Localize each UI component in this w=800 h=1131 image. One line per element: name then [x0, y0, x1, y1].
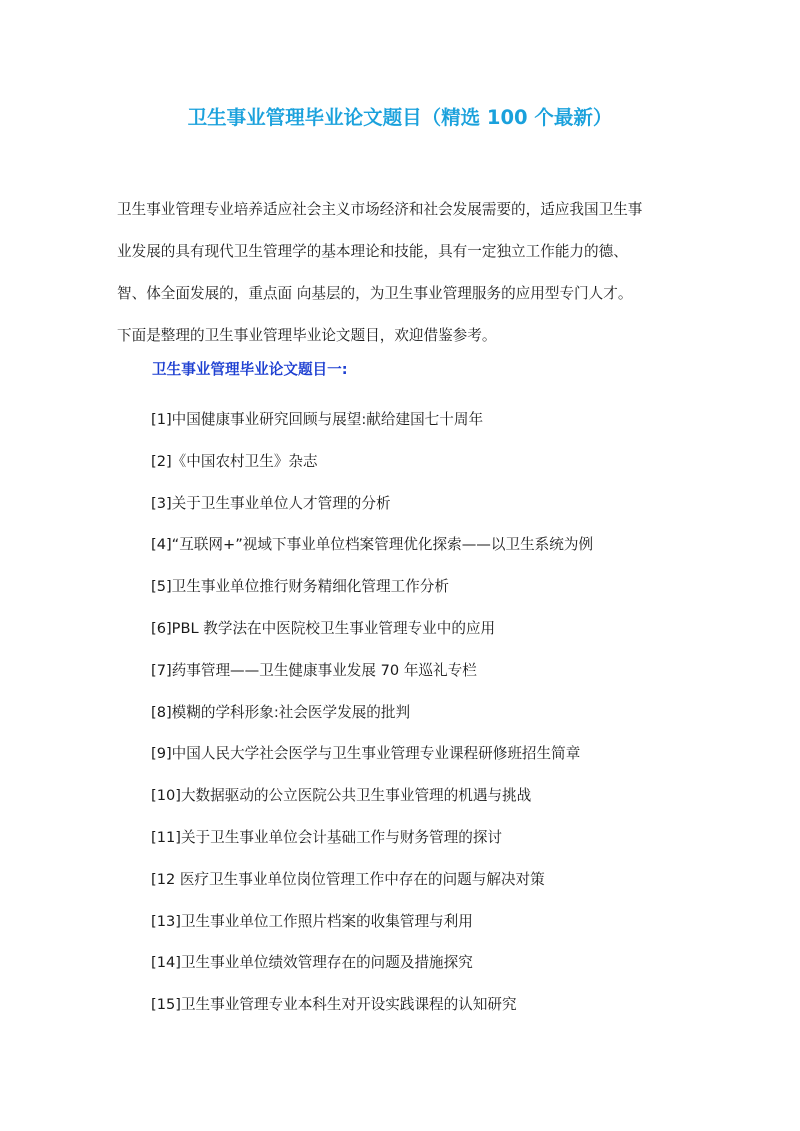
- reference-item: [12 医疗卫生事业单位岗位管理工作中存在的问题与解决对策: [151, 870, 545, 888]
- reference-item: [14]卫生事业单位绩效管理存在的问题及措施探究: [151, 954, 473, 972]
- intro-line: 业发展的具有现代卫生管理学的基本理论和技能，具有一定独立工作能力的德、: [117, 243, 628, 260]
- reference-item: [15]卫生事业管理专业本科生对开设实践课程的认知研究: [151, 996, 517, 1014]
- intro-line: 卫生事业管理专业培养适应社会主义市场经济和社会发展需要的，适应我国卫生事: [117, 201, 643, 218]
- reference-item: [13]卫生事业单位工作照片档案的收集管理与利用: [151, 912, 473, 930]
- reference-item: [1]中国健康事业研究回顾与展望:献给建国七十周年: [151, 411, 484, 428]
- intro-paragraph: [117, 189, 687, 357]
- reference-item: [5]卫生事业单位推行财务精细化管理工作分析: [151, 578, 449, 596]
- reference-item: [2]《中国农村卫生》杂志: [151, 452, 318, 470]
- reference-item: [6]PBL 教学法在中医院校卫生事业管理专业中的应用: [151, 619, 496, 637]
- reference-item: [4]“互联网+”视域下事业单位档案管理优化探索——以卫生系统为例: [151, 536, 594, 554]
- reference-item: [7]药事管理——卫生健康事业发展 70 年巡礼专栏: [151, 661, 477, 679]
- section-heading: 卫生事业管理毕业论文题目一:: [152, 361, 348, 378]
- intro-line: 下面是整理的卫生事业管理毕业论文题目，欢迎借鉴参考。: [117, 327, 497, 344]
- reference-item: [8]模糊的学科形象:社会医学发展的批判: [151, 703, 411, 721]
- reference-list: [151, 399, 593, 1026]
- reference-item: [9]中国人民大学社会医学与卫生事业管理专业课程研修班招生简章: [151, 745, 581, 763]
- document-title: 卫生事业管理毕业论文题目（精选 100 个最新）: [187, 106, 613, 129]
- reference-item: [3]关于卫生事业单位人才管理的分析: [151, 494, 391, 512]
- intro-line: 智、体全面发展的，重点面 向基层的，为卫生事业管理服务的应用型专门人才。: [117, 285, 633, 302]
- reference-item: [10]大数据驱动的公立医院公共卫生事业管理的机遇与挑战: [151, 787, 532, 805]
- reference-item: [11]关于卫生事业单位会计基础工作与财务管理的探讨: [151, 828, 503, 846]
